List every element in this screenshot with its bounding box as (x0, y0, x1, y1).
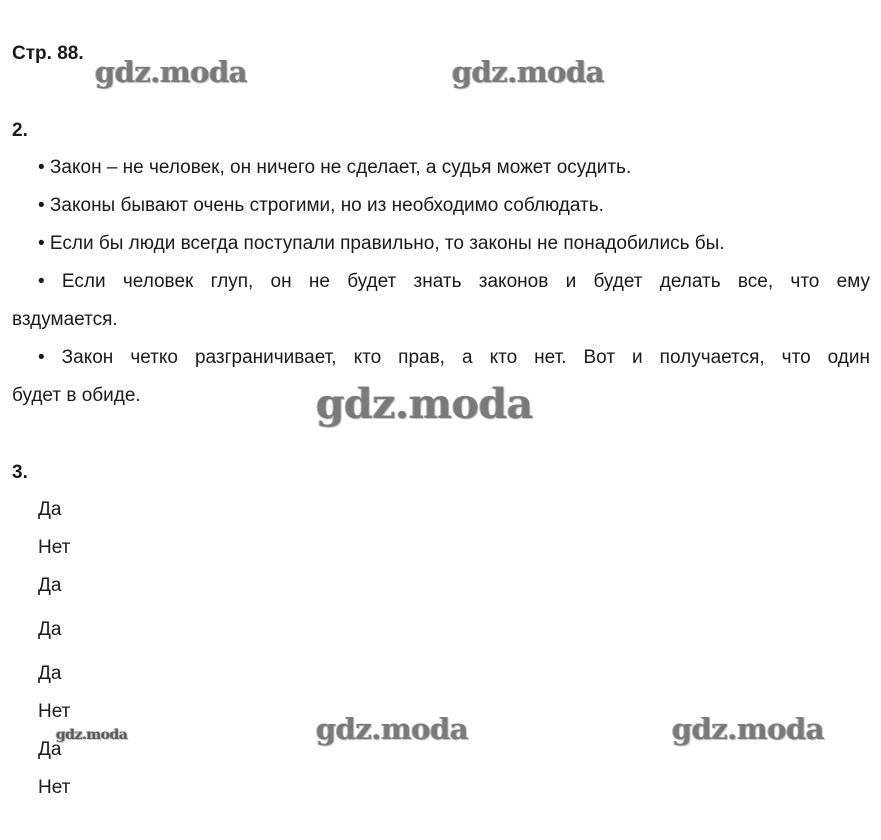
task-3-answer-4: Да (38, 619, 62, 640)
task-2-bullet-4-line-1: • Если человек глуп, он не будет знать законов и будет делать все, что ему (38, 271, 870, 292)
watermark-logo: gdz.moda (316, 380, 533, 428)
watermark-logo: gdz.moda (95, 55, 248, 89)
task-3-number: 3. (12, 462, 28, 483)
task-3-answer-3: Да (38, 575, 62, 596)
task-2-bullet-2: • Законы бывают очень строгими, но из необходимо соблюдать. (38, 195, 604, 216)
task-3-answer-8: Нет (38, 777, 71, 798)
task-3-answer-6: Нет (38, 701, 71, 722)
page-number-label: Стр. 88. (12, 43, 84, 64)
task-2-bullet-1: • Закон – не человек, он ничего не сделает, а судья может осудить. (38, 157, 632, 178)
task-2-bullet-4-line-2: вздумается. (12, 309, 118, 330)
task-3-answer-7: Да (38, 739, 62, 760)
task-3-answer-1: Да (38, 499, 62, 520)
watermark-logo: gdz.moda (452, 55, 605, 89)
task-2-bullet-5-line-1: • Закон четко разграничивает, кто прав, а кто нет. Вот и получается, что один (38, 347, 870, 368)
task-2-number: 2. (12, 120, 28, 141)
watermark-logo: gdz.moda (316, 712, 469, 746)
task-3-answer-5: Да (38, 663, 62, 684)
watermark-logo: gdz.moda (56, 727, 128, 743)
task-3-answer-2: Нет (38, 537, 71, 558)
task-2-bullet-5-line-2: будет в обиде. (12, 385, 141, 406)
watermark-logo: gdz.moda (672, 712, 825, 746)
task-2-bullet-3: • Если бы люди всегда поступали правильно, то законы не понадобились бы. (38, 233, 725, 254)
